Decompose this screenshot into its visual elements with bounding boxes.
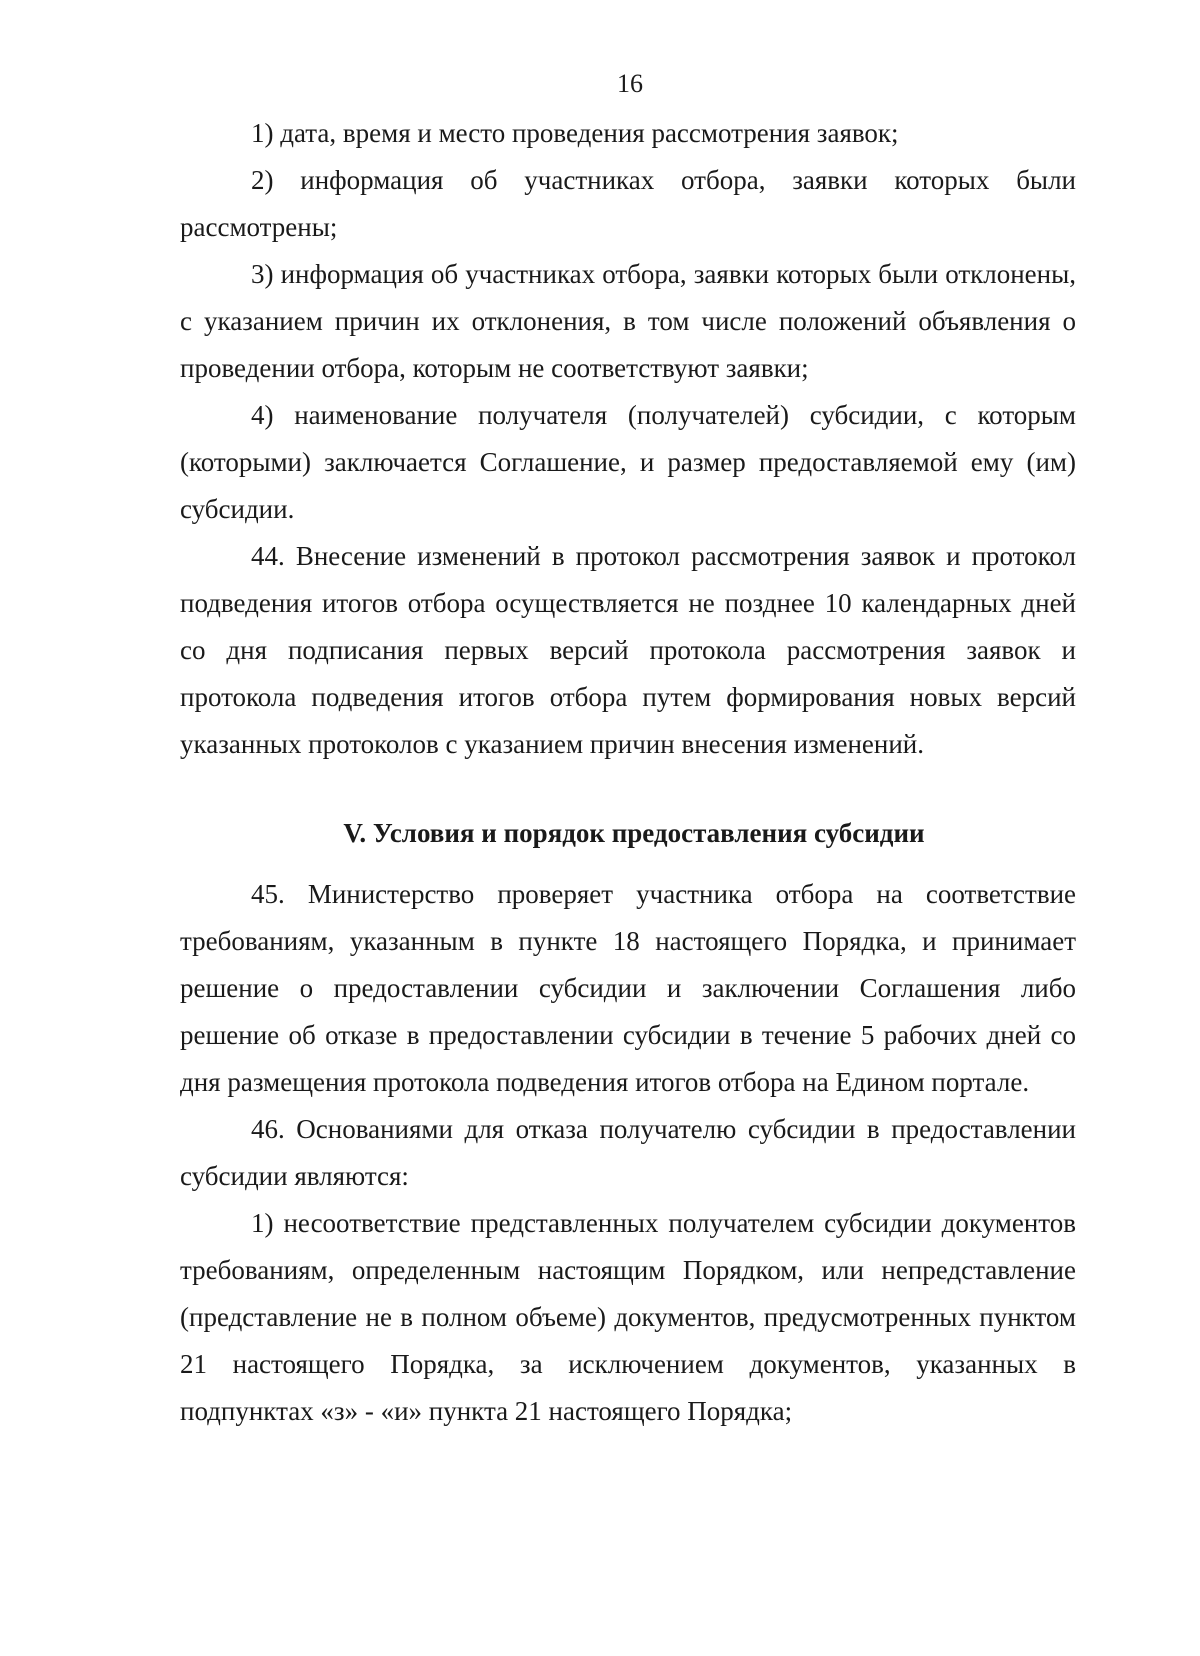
list-item-1: 1) дата, время и место проведения рассмотрения заявок; — [251, 118, 899, 148]
spacer — [180, 857, 1076, 871]
page-number: 16 — [617, 69, 643, 98]
list-item-4: 4) наименование получателя (получателей) субсидии, с которым (которыми) заключается Соглашение, и размер предоставляемой ему (им) субсидии. — [180, 400, 1076, 524]
clause-46: 46. Основаниями для отказа получателю субсидии в предоставлении субсидии являются: — [180, 1114, 1076, 1191]
spacer — [180, 768, 1076, 810]
clause-44: 44. Внесение изменений в протокол рассмотрения заявок и протокол подведения итогов отбора осуществляется не позднее 10 календарных дней со дня подписания первых версий протокола рассмотрения заявок и протокола подведения итогов отбора путем формирования новых версий указанных протоколов с указанием причин внесения изменений. — [180, 541, 1076, 759]
document-body — [180, 110, 1076, 1435]
clause-45: 45. Министерство проверяет участника отбора на соответствие требованиям, указанным в пункте 18 настоящего Порядка, и принимает решение о предоставлении субсидии и заключении Соглашения либо решение об отказе в предоставлении субсидии в течение 5 рабочих дней со дня размещения протокола подведения итогов отбора на Едином портале. — [180, 879, 1076, 1097]
list-item-3: 3) информация об участниках отбора, заявки которых были отклонены, с указанием причин их отклонения, в том числе положений объявления о проведении отбора, которым не соответствуют заявки; — [180, 259, 1076, 383]
section-heading: V. Условия и порядок предоставления субсидии — [343, 818, 925, 848]
clause-46-item-1: 1) несоответствие представленных получателем субсидии документов требованиям, определенным настоящим Порядком, или непредставление (представление не в полном объеме) документов, предусмотренных пунктом 21 настоящего Порядка, за исключением документов, указанных в подпунктах «з» - «и» пункта 21 настоящего Порядка; — [180, 1208, 1076, 1426]
list-item-2: 2) информация об участниках отбора, заявки которых были рассмотрены; — [180, 165, 1076, 242]
